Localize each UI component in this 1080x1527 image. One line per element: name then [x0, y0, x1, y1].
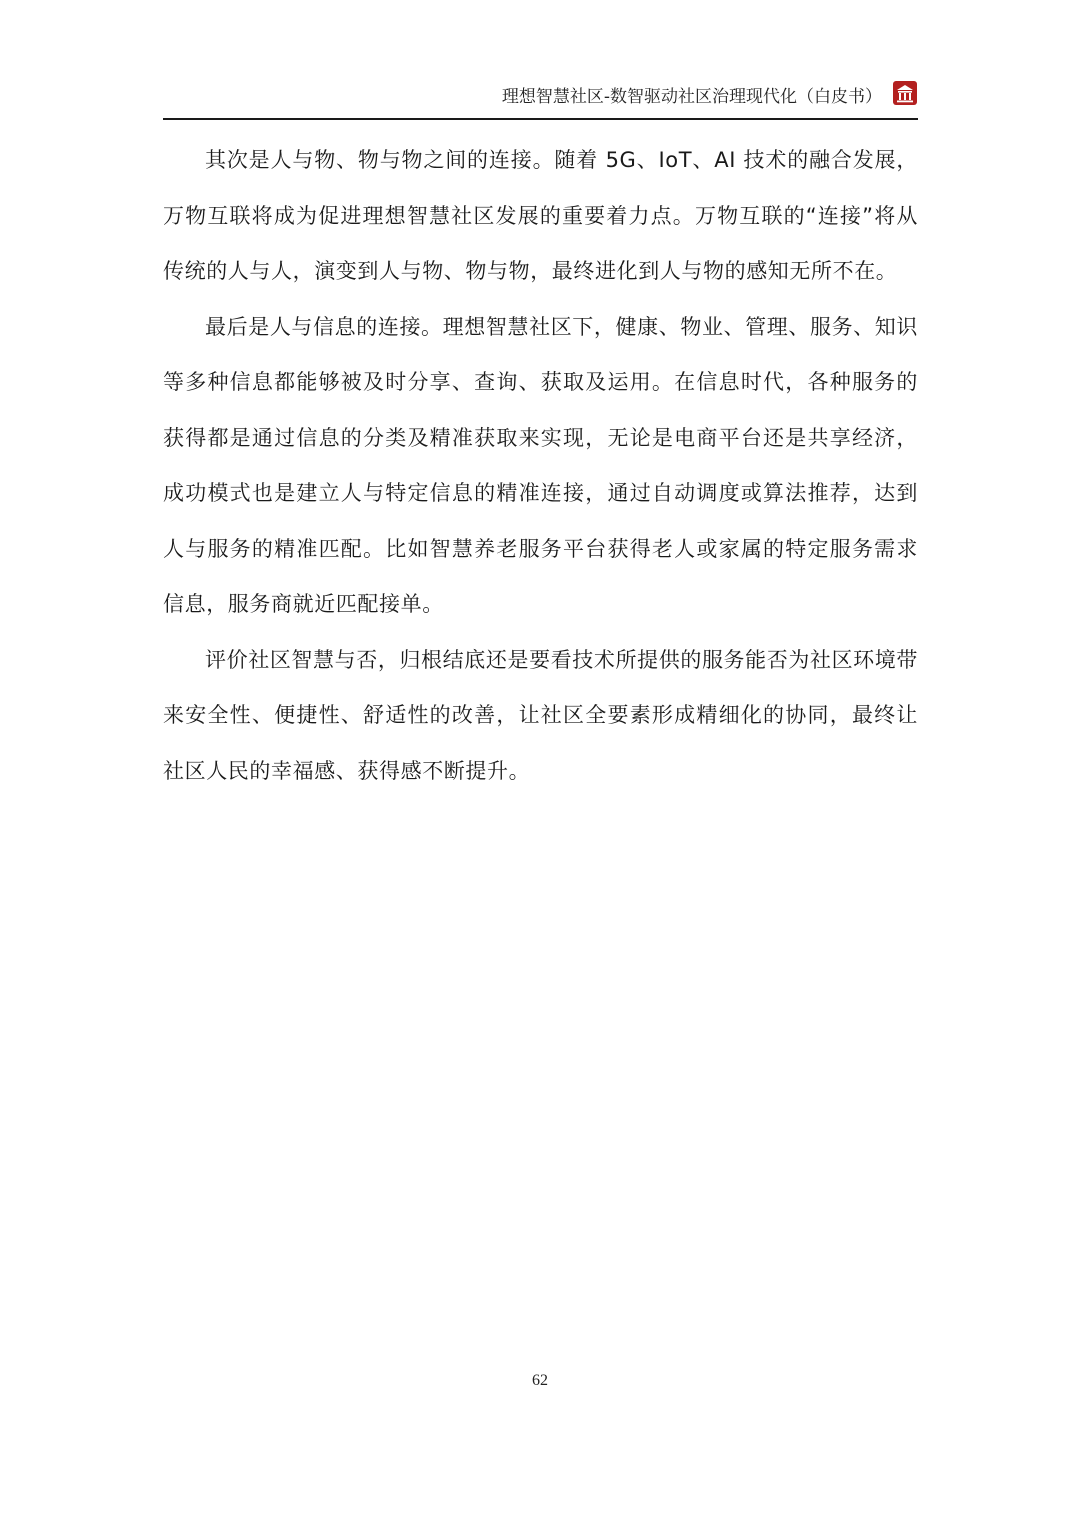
header-title: 理想智慧社区-数智驱动社区治理现代化（白皮书） — [501, 87, 882, 107]
building-logo-icon — [892, 80, 918, 106]
paragraph-connection-objects: 其次是人与物、物与物之间的连接。随着 5G、IoT、AI 技术的融合发展，万物互联将成为促进理想智慧社区发展的重要着力点。万物互联的“连接”将从传统的人与人，演变到人与物、物与物，最终进化到人与物的感知无所不在。 — [163, 148, 918, 283]
paragraph-connection-information: 最后是人与信息的连接。理想智慧社区下，健康、物业、管理、服务、知识等多种信息都能够被及时分享、查询、获取及运用。在信息时代，各种服务的获得都是通过信息的分类及精准获取来实现，无论是电商平台还是共享经济，成功模式也是建立人与特定信息的精准连接，通过自动调度或算法推荐，达到人与服务的精准匹配。比如智慧养老服务平台获得老人或家属的特定服务需求信息，服务商就近匹配接单。 — [163, 314, 918, 616]
page-header — [163, 76, 918, 120]
document-body — [163, 133, 918, 799]
paragraph-evaluation: 评价社区智慧与否，归根结底还是要看技术所提供的服务能否为社区环境带来安全性、便捷性、舒适性的改善，让社区全要素形成精细化的协同，最终让社区人民的幸福感、获得感不断提升。 — [163, 647, 918, 783]
page-number: 62 — [532, 1372, 548, 1389]
